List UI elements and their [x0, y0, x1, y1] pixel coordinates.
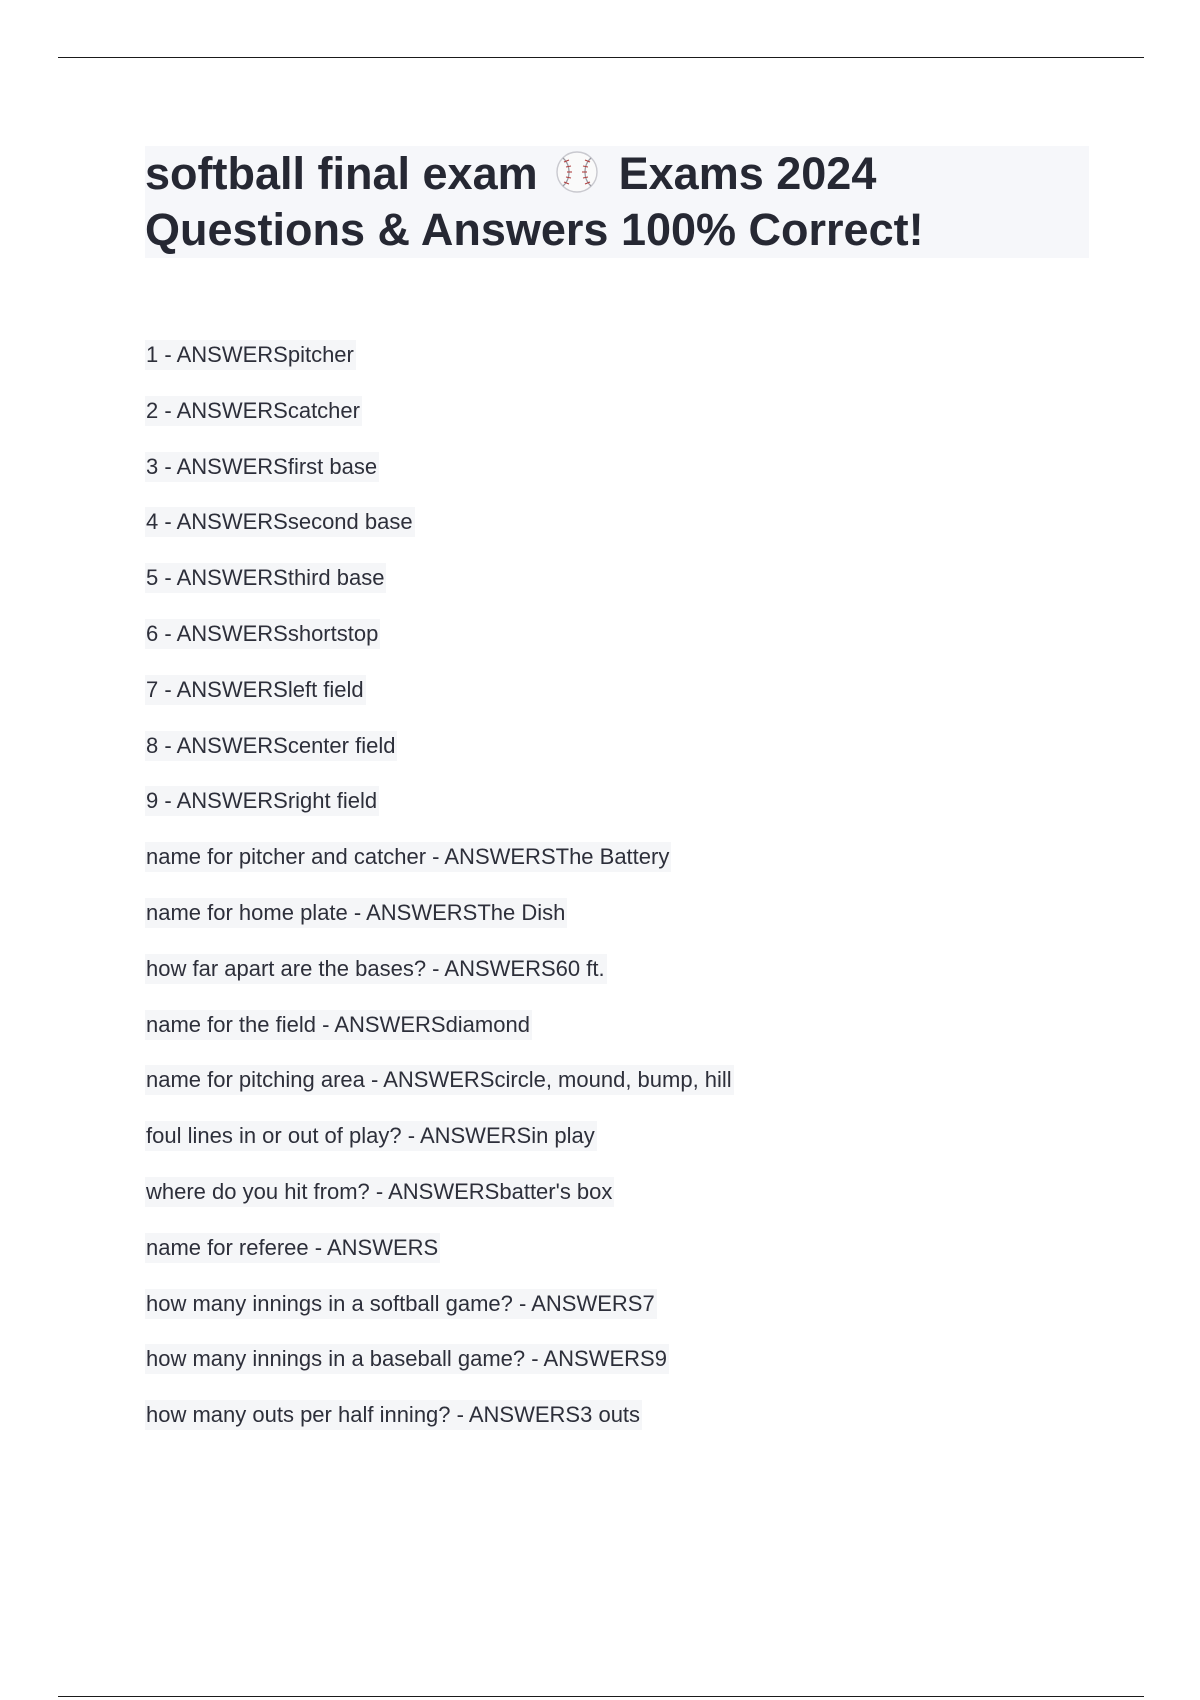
answer-text: left field: [287, 676, 364, 702]
question-text: foul lines in or out of play?: [146, 1123, 402, 1149]
answer-separator: - ANSWERS: [315, 1011, 446, 1037]
qa-text: [145, 1177, 614, 1207]
qa-text: [145, 1065, 734, 1095]
answer-text: second base: [287, 509, 413, 535]
answer-text: shortstop: [287, 620, 379, 646]
list-item: [145, 340, 734, 396]
top-rule: [58, 57, 1144, 58]
answer-text: 60 ft.: [555, 955, 605, 981]
answer-text: batter's box: [499, 1178, 613, 1204]
question-text: how far apart are the bases?: [146, 955, 427, 981]
answer-text: diamond: [445, 1011, 530, 1037]
answer-separator: - ANSWERS: [426, 955, 556, 981]
answer-text: 3 outs: [580, 1402, 641, 1428]
qa-text: [145, 842, 671, 872]
qa-text: [145, 1233, 440, 1263]
answer-separator: - ANSWERS: [158, 509, 288, 535]
question-text: how many outs per half inning?: [146, 1402, 451, 1428]
answer-separator: - ANSWERS: [158, 732, 288, 758]
answer-separator: - ANSWERS: [158, 565, 288, 591]
question-text: name for home plate: [146, 899, 348, 925]
list-item: [145, 396, 734, 452]
question-text: 7: [146, 676, 159, 702]
answer-separator: - ANSWERS: [525, 1346, 655, 1372]
list-item: [145, 842, 734, 898]
question-text: name for pitching area: [146, 1067, 365, 1093]
list-item: [145, 507, 734, 563]
answer-text: center field: [287, 732, 396, 758]
answer-text: The Dish: [477, 899, 566, 925]
answer-text: The Battery: [555, 844, 670, 870]
qa-list: [145, 340, 734, 1456]
answer-separator: - ANSWERS: [512, 1290, 643, 1316]
page-title: [145, 146, 1089, 258]
answer-text: 9: [654, 1346, 667, 1372]
question-text: how many innings in a softball game?: [146, 1290, 513, 1316]
list-item: [145, 563, 734, 619]
question-text: 3: [146, 453, 159, 479]
qa-text: [145, 340, 356, 370]
question-text: 1: [146, 342, 159, 367]
answer-separator: - ANSWERS: [347, 899, 478, 925]
list-item: [145, 1065, 734, 1121]
question-text: name for referee: [146, 1234, 309, 1260]
answer-separator: - ANSWERS: [364, 1067, 495, 1093]
qa-text: [145, 507, 415, 537]
qa-text: [145, 396, 362, 426]
answer-separator: - ANSWERS: [158, 397, 288, 423]
question-text: 9: [146, 788, 159, 814]
list-item: [145, 1400, 734, 1456]
qa-text: [145, 1344, 669, 1374]
answer-separator: - ANSWERS: [426, 844, 556, 870]
list-item: [145, 786, 734, 842]
list-item: [145, 452, 734, 508]
qa-text: [145, 1400, 642, 1430]
answer-separator: - ANSWERS: [401, 1123, 532, 1149]
question-text: where do you hit from?: [146, 1178, 370, 1204]
title-text-part2: Exams 2024: [618, 148, 877, 199]
answer-text: in play: [531, 1123, 595, 1149]
qa-text: [145, 1121, 597, 1151]
list-item: [145, 1177, 734, 1233]
list-item: [145, 1121, 734, 1177]
answer-separator: - ANSWERS: [369, 1178, 500, 1204]
question-text: 8: [146, 732, 159, 758]
list-item: [145, 1233, 734, 1289]
list-item: [145, 1289, 734, 1345]
title-line-1: [145, 146, 1089, 202]
answer-text: catcher: [287, 397, 360, 423]
question-text: 2: [146, 397, 159, 423]
list-item: [145, 898, 734, 954]
question-text: name for pitcher and catcher: [146, 844, 427, 870]
softball-icon: [554, 149, 600, 195]
answer-separator: - ANSWERS: [158, 342, 288, 367]
answer-separator: - ANSWERS: [450, 1402, 581, 1428]
question-text: how many innings in a baseball game?: [146, 1346, 526, 1372]
question-text: name for the field: [146, 1011, 316, 1037]
qa-text: [145, 1289, 657, 1319]
answer-text: first base: [287, 453, 378, 479]
question-text: 5: [146, 565, 159, 591]
title-text-part1: softball final exam: [145, 148, 538, 199]
qa-text: [145, 563, 386, 593]
answer-separator: - ANSWERS: [158, 453, 288, 479]
list-item: [145, 1010, 734, 1066]
answer-text: pitcher: [287, 342, 354, 367]
list-item: [145, 619, 734, 675]
qa-text: [145, 786, 379, 816]
qa-text: [145, 452, 379, 482]
bottom-rule: [58, 1696, 1144, 1697]
answer-text: third base: [287, 565, 385, 591]
answer-separator: - ANSWERS: [158, 788, 288, 814]
answer-text: circle, mound, bump, hill: [494, 1067, 732, 1093]
qa-text: [145, 954, 607, 984]
list-item: [145, 954, 734, 1010]
answer-separator: - ANSWERS: [158, 620, 288, 646]
list-item: [145, 1344, 734, 1400]
question-text: 4: [146, 509, 159, 535]
list-item: [145, 675, 734, 731]
answer-separator: - ANSWERS: [308, 1234, 439, 1260]
answer-text: 7: [642, 1290, 655, 1316]
answer-text: right field: [287, 788, 378, 814]
qa-text: [145, 898, 567, 928]
qa-text: [145, 675, 366, 705]
list-item: [145, 731, 734, 787]
qa-text: [145, 1010, 532, 1040]
qa-text: [145, 731, 397, 761]
question-text: 6: [146, 620, 159, 646]
qa-text: [145, 619, 380, 649]
answer-separator: - ANSWERS: [158, 676, 288, 702]
title-line-2: Questions & Answers 100% Correct!: [145, 204, 924, 255]
title-block: [145, 146, 1089, 258]
